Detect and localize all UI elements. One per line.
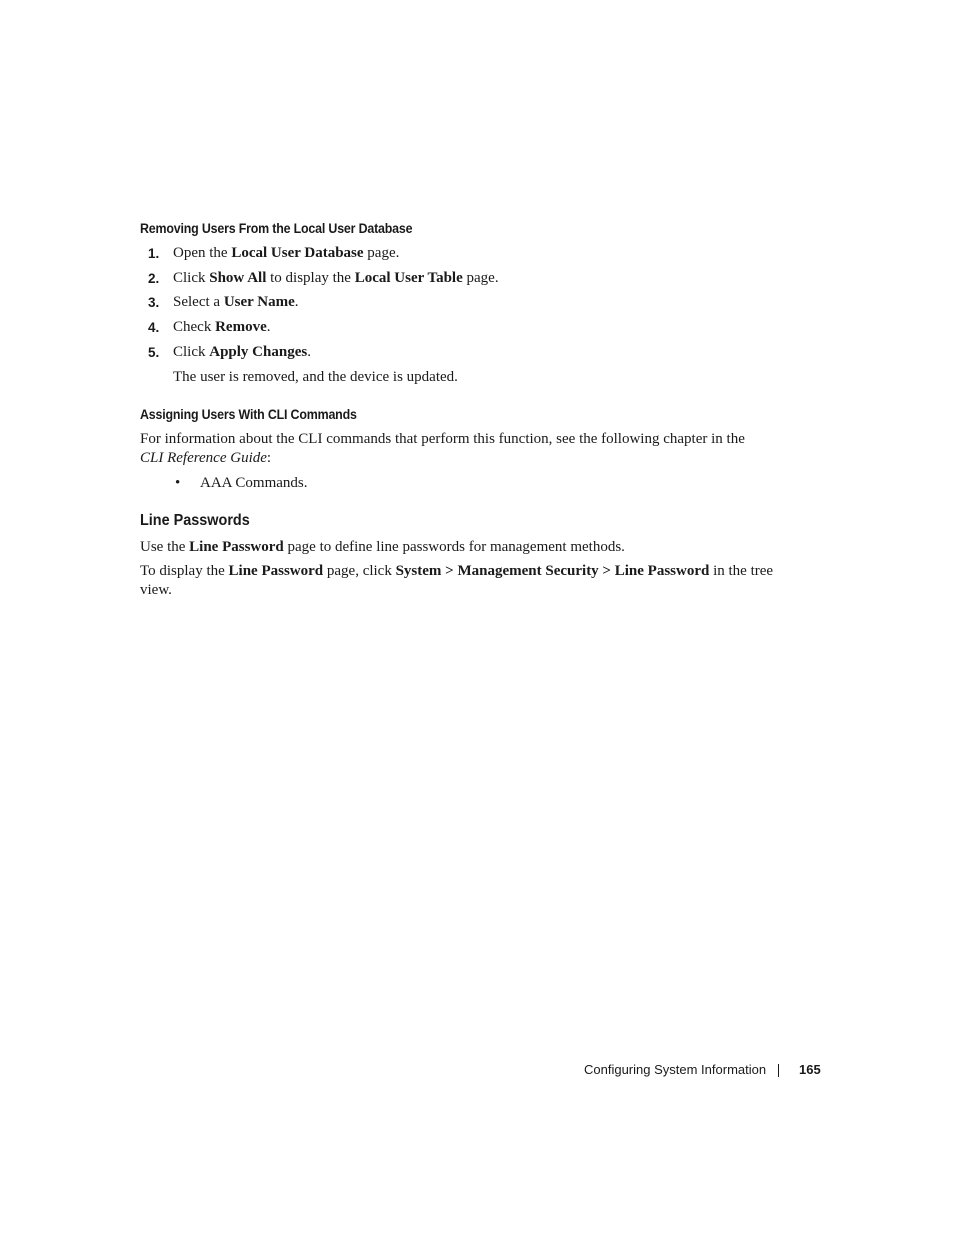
section-heading-removing-users: Removing Users From the Local User Database (140, 221, 413, 236)
step-text: Click Show All to display the Local User Table page. (173, 270, 499, 286)
step-result: The user is removed, and the device is updated. (173, 369, 458, 385)
step-number: 2. (148, 271, 160, 286)
footer-separator (778, 1064, 779, 1077)
menu-path: System > Management Security > Line Password (395, 563, 710, 579)
step-text: Open the Local User Database page. (173, 245, 400, 261)
ui-term: Show All (209, 270, 267, 286)
ui-term: Apply Changes (209, 344, 308, 360)
step-number: 3. (148, 295, 160, 310)
bullet-icon: • (175, 475, 181, 491)
ui-term: Line Password (189, 539, 284, 555)
guide-title: CLI Reference Guide (140, 450, 267, 466)
step-number: 5. (148, 345, 160, 360)
ui-term: User Name (223, 294, 295, 310)
ui-term: Remove (215, 319, 267, 335)
line-password-paragraph-2-cont: view. (140, 582, 172, 598)
line-password-paragraph-2: To display the Line Password page, click System > Management Security > Line Password in the tree (140, 563, 774, 579)
ui-term: Local User Table (354, 270, 463, 286)
step-number: 1. (148, 246, 160, 261)
step-text: Check Remove. (173, 319, 271, 335)
section-heading-cli: Assigning Users With CLI Commands (140, 407, 357, 422)
line-password-paragraph-1: Use the Line Password page to define line passwords for management methods. (140, 539, 625, 555)
step-number: 4. (148, 320, 160, 335)
section-heading-line-passwords: Line Passwords (140, 512, 250, 529)
bullet-item: AAA Commands. (200, 475, 308, 491)
step-text: Click Apply Changes. (173, 344, 311, 360)
ui-term: Line Password (228, 563, 324, 579)
page-number: 165 (799, 1062, 821, 1077)
cli-paragraph-line1: For information about the CLI commands that perform this function, see the following chapter in the (140, 431, 745, 447)
cli-paragraph-line2: CLI Reference Guide: (140, 450, 272, 466)
step-text: Select a User Name. (173, 294, 299, 310)
footer-chapter-title: Configuring System Information (584, 1062, 767, 1077)
ui-term: Local User Database (231, 245, 364, 261)
